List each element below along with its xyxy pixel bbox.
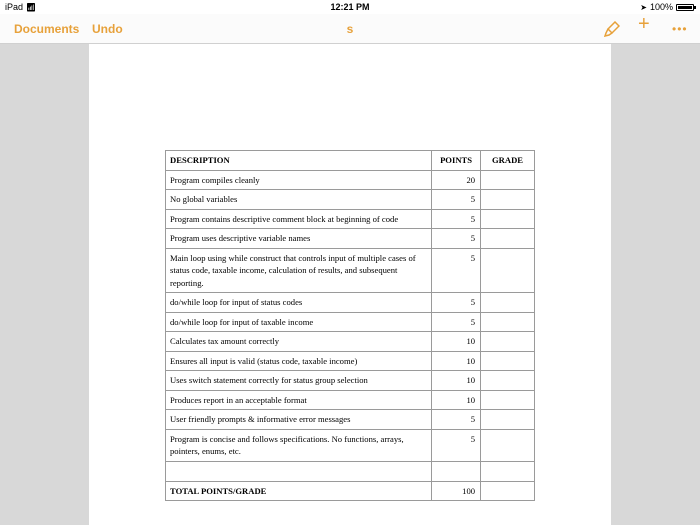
paintbrush-icon: [604, 21, 620, 37]
toolbar: [0, 14, 700, 44]
table-row: [166, 229, 535, 249]
row-grade-cell[interactable]: [481, 248, 535, 293]
blank-cell[interactable]: [481, 461, 535, 481]
row-description[interactable]: Ensures all input is valid (status code, taxable income): [166, 351, 432, 371]
row-points[interactable]: 5: [432, 293, 481, 313]
table-row: [166, 429, 535, 461]
battery-percent: 100%: [649, 2, 673, 12]
blank-cell[interactable]: [432, 461, 481, 481]
table-row: [166, 312, 535, 332]
blank-cell[interactable]: [166, 461, 432, 481]
row-grade-cell[interactable]: [481, 371, 535, 391]
row-description[interactable]: Program contains descriptive comment block at beginning of code: [166, 209, 432, 229]
row-points[interactable]: 5: [432, 410, 481, 430]
table-row: [166, 293, 535, 313]
status-bar: [0, 0, 700, 14]
table-row: [166, 390, 535, 410]
row-points[interactable]: 10: [432, 390, 481, 410]
row-points[interactable]: 20: [432, 170, 481, 190]
status-right: [640, 2, 694, 12]
row-points[interactable]: 5: [432, 190, 481, 210]
row-description[interactable]: Program uses descriptive variable names: [166, 229, 432, 249]
blank-row: [166, 461, 535, 481]
total-row: [166, 481, 535, 501]
row-description[interactable]: do/while loop for input of status codes: [166, 293, 432, 313]
row-description[interactable]: User friendly prompts & informative error messages: [166, 410, 432, 430]
grading-rubric-table: [165, 150, 535, 501]
row-points[interactable]: 10: [432, 332, 481, 352]
row-points[interactable]: 10: [432, 371, 481, 391]
total-points[interactable]: 100: [432, 481, 481, 501]
documents-button[interactable]: Documents: [14, 22, 80, 36]
table-row: [166, 410, 535, 430]
row-grade-cell[interactable]: [481, 190, 535, 210]
document-canvas: [0, 44, 700, 525]
table-row: [166, 332, 535, 352]
row-grade-cell[interactable]: [481, 332, 535, 352]
row-grade-cell[interactable]: [481, 312, 535, 332]
battery-icon: [676, 4, 694, 11]
row-description[interactable]: Produces report in an acceptable format: [166, 390, 432, 410]
row-grade-cell[interactable]: [481, 170, 535, 190]
table-header-row: [166, 151, 535, 171]
row-points[interactable]: 10: [432, 351, 481, 371]
document-title[interactable]: s: [346, 22, 354, 36]
wifi-icon: 📶︎: [26, 3, 37, 12]
row-description[interactable]: Main loop using while construct that controls input of multiple cases of status code, taxable income, calculation of results, and subsequent reporting.: [166, 248, 432, 293]
header-points: POINTS: [432, 151, 481, 171]
row-grade-cell[interactable]: [481, 229, 535, 249]
add-icon[interactable]: +: [638, 13, 650, 35]
row-grade-cell[interactable]: [481, 390, 535, 410]
location-icon: ➤: [640, 2, 647, 12]
row-grade-cell[interactable]: [481, 293, 535, 313]
total-label[interactable]: TOTAL POINTS/GRADE: [166, 481, 432, 501]
row-description[interactable]: Uses switch statement correctly for status group selection: [166, 371, 432, 391]
header-grade: GRADE: [481, 151, 535, 171]
more-icon[interactable]: •••: [672, 22, 688, 36]
row-points[interactable]: 5: [432, 209, 481, 229]
row-points[interactable]: 5: [432, 429, 481, 461]
row-points[interactable]: 5: [432, 312, 481, 332]
row-description[interactable]: No global variables: [166, 190, 432, 210]
row-grade-cell[interactable]: [481, 209, 535, 229]
row-grade-cell[interactable]: [481, 351, 535, 371]
total-grade-cell[interactable]: [481, 481, 535, 501]
row-description[interactable]: Calculates tax amount correctly: [166, 332, 432, 352]
clock: 12:21 PM: [330, 2, 370, 12]
table-row: [166, 351, 535, 371]
table-row: [166, 209, 535, 229]
row-grade-cell[interactable]: [481, 429, 535, 461]
table-row: [166, 190, 535, 210]
row-grade-cell[interactable]: [481, 410, 535, 430]
format-brush-icon[interactable]: [604, 21, 620, 40]
table-row: [166, 170, 535, 190]
row-description[interactable]: Program compiles cleanly: [166, 170, 432, 190]
undo-button[interactable]: Undo: [92, 22, 123, 36]
table-row: [166, 248, 535, 293]
row-description[interactable]: Program is concise and follows specifications. No functions, arrays, pointers, enums, etc.: [166, 429, 432, 461]
row-points[interactable]: 5: [432, 229, 481, 249]
document-page: [89, 44, 611, 525]
header-description: DESCRIPTION: [166, 151, 432, 171]
device-label: iPad: [5, 2, 24, 12]
row-description[interactable]: do/while loop for input of taxable income: [166, 312, 432, 332]
table-row: [166, 371, 535, 391]
row-points[interactable]: 5: [432, 248, 481, 293]
